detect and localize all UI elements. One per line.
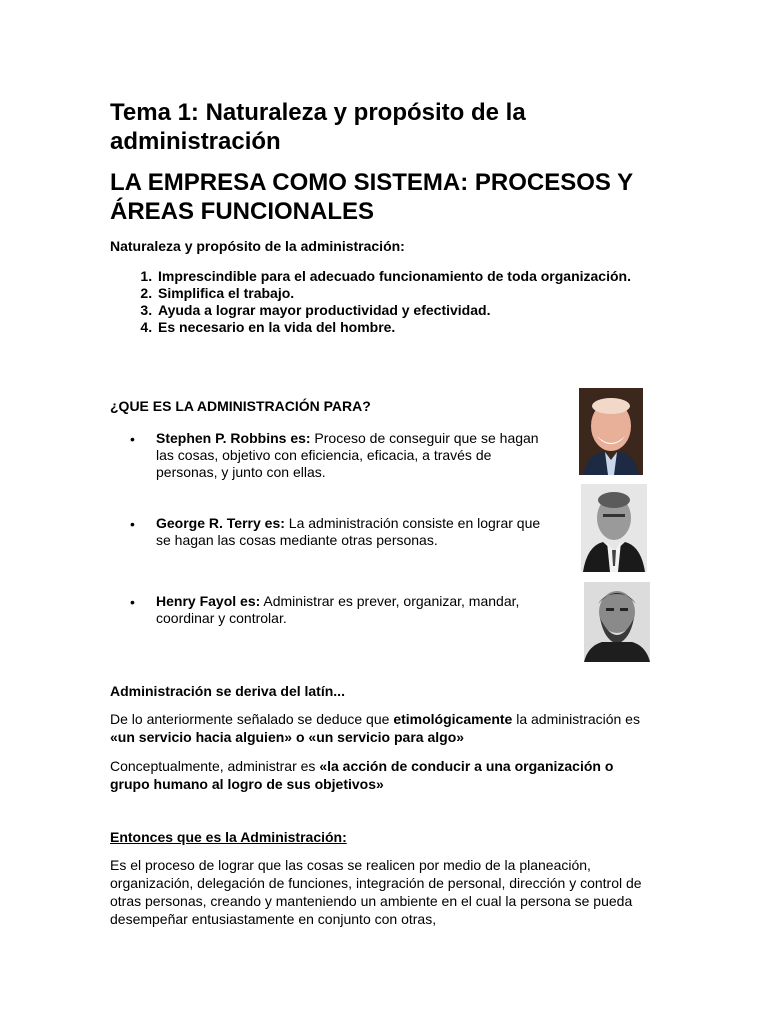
list-item: 3. Ayuda a lograr mayor productividad y efectividad. [156,302,656,319]
terry-portrait [581,484,647,572]
text-run: De lo anteriormente señalado se deduce que [110,711,394,727]
quote-robbins [156,430,556,481]
bullet-icon: • [130,431,135,447]
person-definition: Administrar es prever, organizar, mandar, coordinar y controlar. [156,593,520,626]
text-run-bold: «la acción de conducir a una organización o grupo humano al logro de sus objetivos» [110,758,614,792]
person-name: Stephen P. Robbins es: [156,430,311,446]
latin-label: Administración se deriva del latín... [110,683,345,699]
person-definition: Proceso de conseguir que se hagan las cosas, objetivo con eficiencia, eficacia, a través de personas, y junto con ellas. [156,430,539,480]
naturaleza-label: Naturaleza y propósito de la administración: [110,238,405,254]
fayol-portrait [584,582,650,662]
naturaleza-list [110,268,656,336]
robbins-portrait [579,388,643,475]
text-run: la administración es [512,711,640,727]
quote-terry [156,515,556,549]
definicion-paragraph: Es el proceso de lograr que las cosas se realicen por medio de la planeación, organización, delegación de funciones, integración de personal, dirección y control de otras personas, creando y manteniendo un ambiente en el cual la persona se pueda desempeñar entusiastamente en conjunto con otras, [110,857,642,927]
list-item: 2. Simplifica el trabajo. [156,285,656,302]
section-heading: LA EMPRESA COMO SISTEMA: PROCESOS Y ÁREAS FUNCIONALES [110,169,633,225]
concepto-paragraph [110,757,655,793]
person-name: Henry Fayol es: [156,593,261,609]
entonces-label: Entonces que es la Administración: [110,829,347,845]
person-name: George R. Terry es: [156,515,285,531]
list-item: 1. Imprescindible para el adecuado funcionamiento de toda organización. [156,268,656,285]
que-es-label: ¿QUE ES LA ADMINISTRACIÓN PARA? [110,398,371,414]
bullet-icon: • [130,516,135,532]
bullet-icon: • [130,594,135,610]
person-definition: La administración consiste en lograr que se hagan las cosas mediante otras personas. [156,515,541,548]
text-run-bold: etimológicamente [393,711,513,727]
etimologia-paragraph [110,710,655,746]
page-title: Tema 1: Naturaleza y propósito de la administración [110,99,526,155]
list-item: 4. Es necesario en la vida del hombre. [156,319,656,336]
text-run: Conceptualmente, administrar es [110,758,320,774]
quote-fayol [156,593,556,627]
text-run-bold: «un servicio hacia alguien» o «un servicio para algo» [110,729,465,745]
